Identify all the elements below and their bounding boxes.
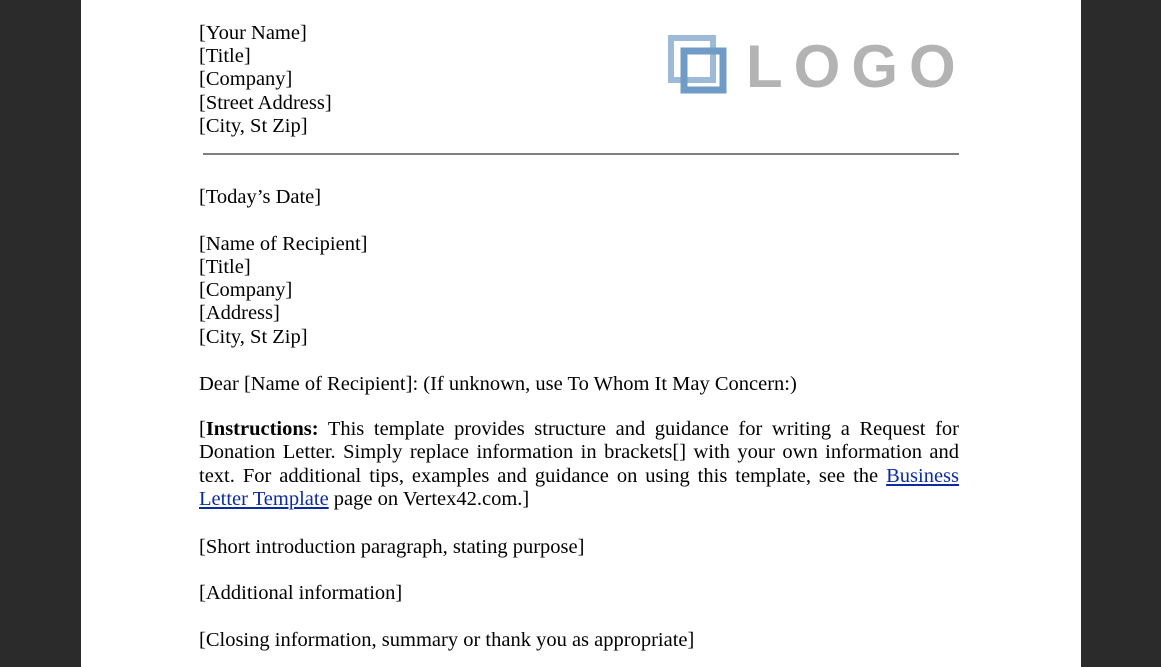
company-logo [668, 33, 968, 97]
additional-paragraph: [Additional information] [199, 582, 403, 604]
header-divider [203, 153, 959, 155]
recipient-city: [City, St Zip] [199, 326, 308, 348]
recipient-company: [Company] [199, 279, 293, 301]
sender-name: [Your Name] [199, 22, 307, 44]
sender-company: [Company] [199, 68, 293, 90]
instructions-label: Instructions: [205, 418, 319, 440]
overlapping-squares-logo-icon [668, 33, 968, 97]
recipient-name: [Name of Recipient] [199, 233, 368, 255]
salutation: Dear [Name of Recipient]: (If unknown, use To Whom It May Concern:) [199, 373, 797, 395]
closing-paragraph: [Closing information, summary or thank you as appropriate] [199, 629, 695, 651]
intro-paragraph: [Short introduction paragraph, stating purpose] [199, 536, 585, 558]
logo-text: LOGO [746, 33, 967, 97]
document-page [81, 0, 1081, 667]
sender-street: [Street Address] [199, 92, 332, 114]
instructions-text: This template provides structure and guidance for writing a Request for Donation Letter. Simply replace information in brackets[] with your own information and text. For additional tips, examples and guidance on using this template, see the [199, 418, 959, 487]
sender-city: [City, St Zip] [199, 115, 308, 137]
instructions-text-after: page on Vertex42.com.] [328, 487, 530, 510]
instructions-open-bracket: [ [199, 418, 206, 440]
business-letter-template-link[interactable]: Business Letter Template [199, 464, 959, 510]
recipient-title: [Title] [199, 256, 251, 278]
instructions-paragraph [199, 418, 959, 511]
letter-date: [Today’s Date] [199, 186, 322, 208]
sender-title: [Title] [199, 45, 251, 67]
recipient-address: [Address] [199, 302, 280, 324]
